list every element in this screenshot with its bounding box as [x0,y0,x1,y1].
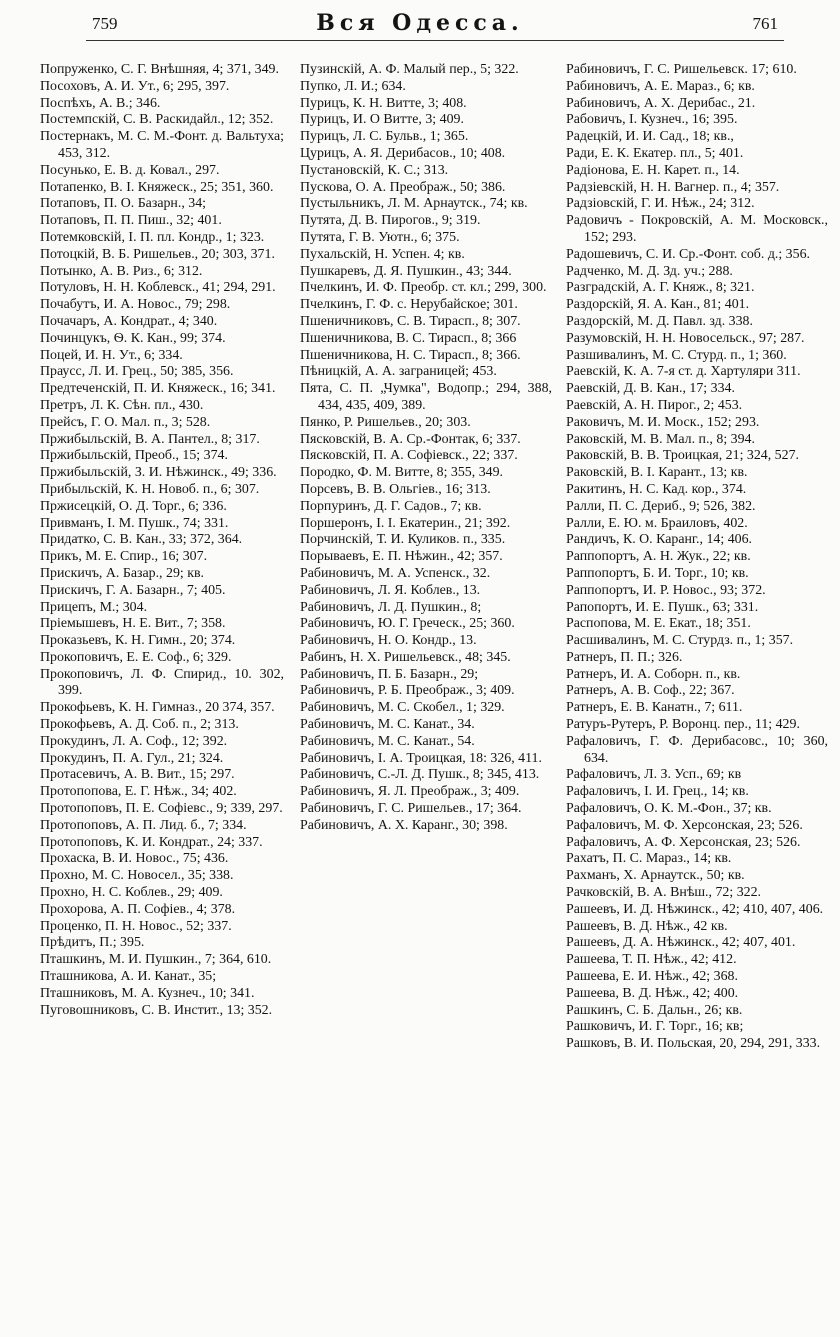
directory-entry: Посунько, Е. В. д. Ковал., 297. [40,162,220,178]
directory-entry: Пшеничниковъ, С. В. Тирасп., 8; 307. [300,313,521,329]
directory-entry: Порсевъ, В. В. Ольгіев., 16; 313. [300,481,491,497]
directory-entry: Пріемышевъ, Н. Е. Вит., 7; 358. [40,616,226,632]
directory-entry: Посоховъ, А. И. Ут., 6; 295, 397. [40,78,230,94]
directory-entry: Рашкинъ, С. Б. Дальн., 26; кв. [566,1002,743,1018]
directory-entry: Потоцкій, В. Б. Ришельев., 20; 303, 371. [40,246,275,262]
directory-entry: Попруженко, С. Г. Внѣшняя, 4; 371, 349. [40,62,279,77]
page-number-right: 761 [752,14,778,33]
directory-entry: Рафаловичъ, А. Ф. Херсонская, 23; 526. [566,834,801,850]
directory-entry: Радецкій, И. И. Сад., 18; кв., [566,129,734,145]
directory-entry: Пурицъ, Л. С. Бульв., 1; 365. [300,129,469,145]
directory-entry: Пѣницкій, А. А. заграницей; 453. [300,364,497,380]
directory-entry: Пржибыльскій, З. И. Нѣжинск., 49; 336. [40,465,277,481]
directory-entry: Пчелкинъ, И. Ф. Преобр. ст. кл.; 299, 300. [300,280,547,296]
directory-entry: Рашеева, Е. И. Нѣж., 42; 368. [566,969,738,985]
directory-entry: Потынко, А. В. Риз., 6; 312. [40,263,203,279]
directory-entry: Придатко, С. В. Кан., 33; 372, 364. [40,532,243,548]
directory-entry: Пянко, Р. Ришельев., 20; 303. [300,414,471,430]
directory-entry: Радошевичъ, С. И. Ср.-Фонт. соб. д.; 356. [566,246,810,262]
directory-entry: Прицепъ, М.; 304. [40,599,148,615]
directory-entry: Рахатъ, П. С. Мараз., 14; кв. [566,851,732,867]
directory-entry: Раевскій, Д. В. Кан., 17; 334. [566,381,735,397]
directory-entry: Путята, Д. В. Пирогов., 9; 319. [300,213,481,229]
directory-entry: Проценко, П. Н. Новос., 52; 337. [40,918,232,934]
directory-entry: Протопопова, Е. Г. Нѣж., 34; 402. [40,784,237,800]
directory-entry: Предтеченскій, П. И. Княжеск., 16; 341. [40,381,276,397]
directory-entry: Рабиновичъ, Л. Я. Коблев., 13. [300,582,481,598]
directory-entry: Радченко, М. Д. Зд. уч.; 288. [566,263,733,279]
directory-entry: Распопова, М. Е. Екат., 18; 351. [566,616,751,632]
directory-entry: Ралли, П. С. Дериб., 9; 526, 382. [566,498,756,514]
directory-entry: Раковичъ, М. И. Моск., 152; 293. [566,414,760,430]
directory-entry: Привманъ, I. М. Пушк., 74; 331. [40,515,229,531]
directory-entry: Пупко, Л. И.; 634. [300,78,406,94]
directory-entry: Ратнеръ, А. В. Соф., 22; 367. [566,683,735,699]
directory-entry: Рашеевъ, В. Д. Нѣж., 42 кв. [566,918,728,934]
directory-entry: Постемпскій, С. В. Раскидайл., 12; 352. [40,112,274,128]
directory-entry: Рафаловичъ, I. И. Грец., 14; кв. [566,784,749,800]
directory-entry: Поспѣхъ, А. В.; 346. [40,95,161,111]
directory-entry: Рафаловичъ, М. Ф. Херсонская, 23; 526. [566,817,803,833]
directory-entry: Прокофьевъ, А. Д. Соб. п., 2; 313. [40,717,239,733]
directory-entry: Пржибыльскій, В. А. Пантел., 8; 317. [40,431,260,447]
directory-entry: Ратнеръ, П. П.; 326. [566,649,683,665]
directory-entry: Потаповъ, П. О. Базарн., 34; [40,196,207,212]
directory-entry: Рабиновичъ, А. Х. Дерибас., 21. [566,95,756,111]
directory-entry: Ратнеръ, И. А. Соборн. п., кв. [566,666,741,682]
directory-entry: Пржисецкій, О. Д. Торг., 6; 336. [40,498,227,514]
directory-entry: Прокоповичъ, Е. Е. Соф., 6; 329. [40,649,232,665]
directory-entry: Пшеничникова, В. С. Тирасп., 8; 366 [300,330,517,346]
directory-entry: Рашеевъ, И. Д. Нѣжинск., 42; 410, 407, 406. [566,901,824,917]
directory-entry: Радіонова, Е. Н. Карет. п., 14. [566,162,740,178]
directory-entry: Прѣдитъ, П.; 395. [40,935,145,951]
directory-entry: Прейсъ, Г. О. Мал. п., 3; 528. [40,414,211,430]
directory-entry: Рабиновичъ, М. С. Канат., 34. [300,717,475,733]
directory-entry: Почачаръ, А. Кондрат., 4; 340. [40,313,218,329]
directory-entry: Расшивалинъ, М. С. Стурдз. п., 1; 357. [566,633,794,649]
column-1 [40,62,284,1019]
directory-entry: Пташниковъ, М. А. Кузнеч., 10; 341. [40,985,255,1001]
directory-entry: Поцей, И. Н. Ут., 6; 334. [40,347,183,363]
directory-entry: Потаповъ, П. П. Пиш., 32; 401. [40,213,222,229]
directory-entry: Рахманъ, Х. Арнаутск., 50; кв. [566,868,745,884]
directory-entry: Порчинскій, Т. И. Куликов. п., 335. [300,532,506,548]
directory-entry: Ракитинъ, Н. С. Кад. кор., 374. [566,481,747,497]
directory-entry: Породко, Ф. М. Витте, 8; 355, 349. [300,465,504,481]
directory-entry: Рафаловичъ, Л. З. Усп., 69; кв [566,767,742,783]
directory-entry: Рашковъ, В. И. Польская, 20, 294, 291, 333. [566,1036,821,1052]
directory-entry: Рабовичъ, I. Кузнеч., 16; 395. [566,112,738,128]
directory-entry: Разградскій, А. Г. Княж., 8; 321. [566,280,755,296]
page-number-left: 759 [92,14,118,33]
directory-entry: Рабиновичъ, Г. С. Ришельевск. 17; 610. [566,62,797,77]
directory-entry: Рашковичъ, И. Г. Торг., 16; кв; [566,1019,744,1035]
directory-entry: Раковскій, В. В. Троицкая, 21; 324, 527. [566,448,799,464]
directory-entry: Пята, С. П. „Чумка", Водопр.; 294, 388, 434, 435, 409, 389. [300,381,552,413]
directory-entry: Цурицъ, А. Я. Дерибасов., 10; 408. [300,145,506,161]
directory-entry: Рабиновичъ, С.-Л. Д. Пушк., 8; 345, 413. [300,767,540,783]
directory-entry: Пташкинъ, М. И. Пушкин., 7; 364, 610. [40,952,272,968]
directory-entry: Разумовскій, Н. Н. Новосельск., 97; 287. [566,330,805,346]
directory-entry: Раппопортъ, И. Р. Новос., 93; 372. [566,582,766,598]
directory-entry: Ратуръ-Рутеръ, Р. Воронц. пер., 11; 429. [566,717,800,733]
directory-entry: Протопоповъ, П. Е. Софіевс., 9; 339, 297. [40,801,283,817]
directory-entry: Порпуринъ, Д. Г. Садов., 7; кв. [300,498,482,514]
directory-entry: Почабутъ, И. А. Новос., 79; 298. [40,297,231,313]
directory-entry: Проказьевъ, К. Н. Гимн., 20; 374. [40,633,236,649]
column-2 [300,62,552,835]
directory-entry: Пчелкинъ, Г. Ф. с. Нерубайское; 301. [300,297,518,313]
directory-entry: Рабиновичъ, Я. Л. Преображ., 3; 409. [300,784,520,800]
directory-entry: Рачковскій, В. А. Внѣш., 72; 322. [566,885,762,901]
directory-entry: Пржибыльскій, Преоб., 15; 374. [40,448,228,464]
directory-entry: Рандичъ, К. О. Каранг., 14; 406. [566,532,752,548]
directory-entry: Прохно, Н. С. Коблев., 29; 409. [40,885,223,901]
directory-entry: Рабинъ, Н. Х. Ришельевск., 48; 345. [300,649,511,665]
page-header [0,8,840,38]
directory-entry: Раковскій, В. I. Карант., 13; кв. [566,465,748,481]
directory-entry: Рашеева, Т. П. Нѣж., 42; 412. [566,952,737,968]
directory-entry: Прохно, М. С. Новосел., 35; 338. [40,868,234,884]
directory-entry: Рабиновичъ, Л. Д. Пушкин., 8; [300,599,482,615]
directory-entry: Разшивалинъ, М. С. Стурд. п., 1; 360. [566,347,787,363]
directory-entry: Рашеевъ, Д. А. Нѣжинск., 42; 407, 401. [566,935,796,951]
directory-entry: Раздорскій, М. Д. Павл. зд. 338. [566,313,753,329]
directory-entry: Рабиновичъ, М. А. Успенск., 32. [300,565,491,581]
directory-entry: Радзіевскій, Н. Н. Вагнер. п., 4; 357. [566,179,780,195]
directory-entry: Пускова, О. А. Преображ., 50; 386. [300,179,506,195]
directory-entry: Прохаска, В. И. Новос., 75; 436. [40,851,229,867]
directory-entry: Пташникова, А. И. Канат., 35; [40,969,217,985]
directory-entry: Прибыльскій, К. Н. Новоб. п., 6; 307. [40,481,260,497]
directory-entry: Претръ, Л. К. Сѣн. пл., 430. [40,397,204,413]
header-rule [86,40,784,41]
directory-entry: Ратнеръ, Е. В. Канатн., 7; 611. [566,700,743,716]
directory-entry: Рабиновичъ, П. Б. Базарн., 29; [300,666,479,682]
directory-entry: Прокофьевъ, К. Н. Гимназ., 20 374, 357. [40,700,275,716]
directory-entry: Прохорова, А. П. Софіев., 4; 378. [40,901,236,917]
directory-entry: Пясковскій, П. А. Софіевск., 22; 337. [300,448,518,464]
directory-entry: Пурицъ, К. Н. Витте, 3; 408. [300,95,467,111]
column-3 [566,62,828,1053]
directory-entry: Раевскій, А. Н. Пирог., 2; 453. [566,397,743,413]
directory-entry: Пустановскій, К. С.; 313. [300,162,449,178]
directory-entry: Пухальскій, Н. Успен. 4; кв. [300,246,465,262]
directory-entry: Прискичъ, Г. А. Базарн., 7; 405. [40,582,226,598]
directory-entry: Рабиновичъ, Г. С. Ришельев., 17; 364. [300,801,522,817]
directory-entry: Рабиновичъ, I. А. Троицкая, 18: 326, 411. [300,750,542,766]
directory-entry: Рабиновичъ, Р. Б. Преображ., 3; 409. [300,683,515,699]
directory-entry: Пурицъ, И. О Витте, 3; 409. [300,112,464,128]
directory-entry: Прокудинъ, П. А. Гул., 21; 324. [40,750,224,766]
directory-entry: Протопоповъ, А. П. Лид. б., 7; 334. [40,817,247,833]
directory-entry: Пшеничникова, Н. С. Тирасп., 8; 366. [300,347,521,363]
directory-entry: Раковскій, М. В. Мал. п., 8; 394. [566,431,755,447]
directory-entry: Потемковскій, I. П. пл. Кондр., 1; 323. [40,229,265,245]
directory-entry: Пясковскій, В. А. Ср.-Фонтак, 6; 337. [300,431,521,447]
directory-entry: Праусс, Л. И. Грец., 50; 385, 356. [40,364,234,380]
directory-entry: Пузинскій, А. Ф. Малый пер., 5; 322. [300,62,519,77]
directory-entry: Протасевичъ, А. В. Вит., 15; 297. [40,767,235,783]
directory-entry: Прокоповичъ, Л. Ф. Спирид., 10. 302, 399. [40,666,284,699]
running-title: Вся Одесса. [316,10,524,36]
directory-entry: Протопоповъ, К. И. Кондрат., 24; 337. [40,834,263,850]
directory-entry: Поршеронъ, I. I. Екатерин., 21; 392. [300,515,511,531]
directory-entry: Порываевъ, Е. П. Нѣжин., 42; 357. [300,549,503,565]
directory-entry: Пушкаревъ, Д. Я. Пушкин., 43; 344. [300,263,512,279]
directory-entry: Потуловъ, Н. Н. Коблевск., 41; 294, 291. [40,280,276,296]
directory-entry: Рабиновичъ, Н. О. Кондр., 13. [300,633,477,649]
directory-entry: Радовичъ - Покровскій, А. М. Московск., 152; 293. [566,213,828,245]
directory-entry: Рашеева, В. Д. Нѣж., 42; 400. [566,985,739,1001]
directory-entry: Рафаловичъ, О. К. М.-Фон., 37; кв. [566,801,772,817]
directory-entry: Рафаловичъ, Г. Ф. Дерибасовс., 10; 360, 634. [566,733,828,766]
directory-entry: Прокудинъ, Л. А. Соф., 12; 392. [40,733,228,749]
directory-entry: Рабиновичъ, А. Х. Каранг., 30; 398. [300,817,508,833]
directory-entry: Путята, Г. В. Уютн., 6; 375. [300,229,460,245]
directory-entry: Постернакъ, М. С. М.-Фонт. д. Вальтуха; 453, 312. [40,129,284,161]
directory-entry: Пустыльникъ, Л. М. Арнаутск., 74; кв. [300,196,528,212]
directory-entry: Раппопортъ, А. Н. Жук., 22; кв. [566,549,751,565]
directory-entry: Раевскій, К. А. 7-я ст. д. Хартуляри 311. [566,364,801,380]
directory-entry: Пуговошниковъ, С. В. Инстит., 13; 352. [40,1002,273,1018]
directory-entry: Прискичъ, А. Базар., 29; кв. [40,565,205,581]
directory-entry: Прикъ, М. Е. Спир., 16; 307. [40,549,208,565]
directory-entry: Починцукъ, Ѳ. К. Кан., 99; 374. [40,330,226,346]
directory-entry: Радзіовскій, Г. И. Нѣж., 24; 312. [566,196,755,212]
directory-entry: Раппопортъ, Б. И. Торг., 10; кв. [566,565,749,581]
directory-entry: Рабиновичъ, Ю. Г. Греческ., 25; 360. [300,616,515,632]
directory-entry: Ради, Е. К. Екатер. пл., 5; 401. [566,145,744,161]
directory-entry: Рапопортъ, И. Е. Пушк., 63; 331. [566,599,759,615]
directory-entry: Рабиновичъ, А. Е. Мараз., 6; кв. [566,78,755,94]
directory-entry: Потапенко, В. I. Княжеск., 25; 351, 360. [40,179,274,195]
directory-entry: Рабиновичъ, М. С. Скобел., 1; 329. [300,700,505,716]
directory-entry: Раздорскій, Я. А. Кан., 81; 401. [566,297,750,313]
directory-entry: Рабиновичъ, М. С. Канат., 54. [300,733,475,749]
directory-entry: Ралли, Е. Ю. м. Браиловъ, 402. [566,515,748,531]
